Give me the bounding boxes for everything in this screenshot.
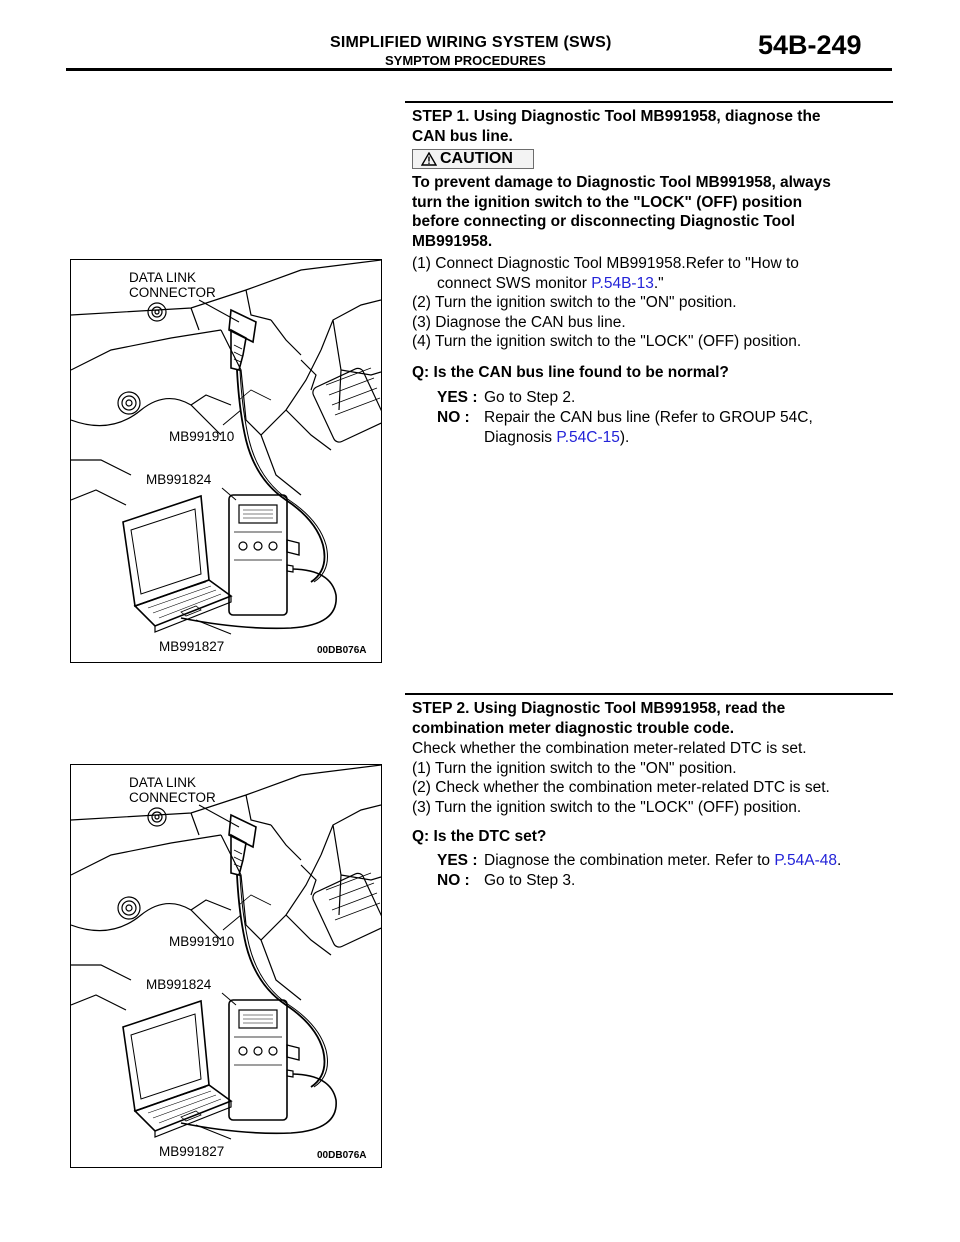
label-data-link-connector-line2: CONNECTOR bbox=[129, 285, 216, 300]
step1-item-2: (2) Turn the ignition switch to the "ON" position. bbox=[412, 294, 737, 311]
step2-yes-key: YES : bbox=[437, 852, 478, 869]
page-number: 54B-249 bbox=[758, 30, 862, 60]
caution-box bbox=[412, 149, 534, 169]
label-data-link-connector-line2: CONNECTOR bbox=[129, 790, 216, 805]
step2-question: Q: Is the DTC set? bbox=[412, 828, 547, 845]
step1-item-1: (1) Connect Diagnostic Tool MB991958.Refer to "How to bbox=[412, 255, 799, 272]
label-mb991910: MB991910 bbox=[169, 934, 235, 949]
figure-code: 00DB076A bbox=[317, 1150, 367, 1161]
caution-label: CAUTION bbox=[440, 150, 513, 167]
header-rule bbox=[66, 68, 892, 71]
figure-2-illustration bbox=[71, 765, 381, 1167]
link-p54c-15[interactable]: P.54C-15 bbox=[556, 429, 620, 446]
header-title: SIMPLIFIED WIRING SYSTEM (SWS) bbox=[330, 34, 612, 51]
warning-triangle-icon bbox=[421, 152, 437, 166]
step2-no-value: Go to Step 3. bbox=[484, 872, 576, 889]
link-p54b-13[interactable]: P.54B-13 bbox=[591, 274, 654, 292]
caution-text: To prevent damage to Diagnostic Tool MB991958, always turn the ignition switch to the "LOCK" (OFF) position before connecting or disconnecting Diagnostic Tool MB991958. bbox=[412, 174, 831, 250]
step2-title: STEP 2. Using Diagnostic Tool MB991958, read the combination meter diagnostic trouble code. bbox=[412, 700, 786, 737]
figure-2 bbox=[70, 764, 382, 1168]
step1-item-1-cont: connect SWS monitor P.54B-13." bbox=[437, 274, 664, 292]
step2-yes-value: Diagnose the combination meter. Refer to P.54A-48. bbox=[484, 852, 842, 869]
step1-item-4: (4) Turn the ignition switch to the "LOCK" (OFF) position. bbox=[412, 333, 802, 350]
label-mb991827: MB991827 bbox=[159, 1144, 225, 1159]
step1-answers bbox=[437, 388, 813, 448]
step1-no-key: NO : bbox=[437, 409, 470, 426]
figure-1-illustration bbox=[71, 260, 381, 662]
figure-code: 00DB076A bbox=[317, 645, 367, 656]
step1-yes-value: Go to Step 2. bbox=[484, 389, 576, 406]
step1-question: Q: Is the CAN bus line found to be normal? bbox=[412, 364, 729, 381]
step1-no-value: Repair the CAN bus line (Refer to GROUP 54C, Diagnosis P.54C-15). bbox=[484, 409, 813, 446]
figure-1 bbox=[70, 259, 382, 663]
label-data-link-connector-line1: DATA LINK bbox=[129, 775, 197, 790]
step2-no-key: NO : bbox=[437, 872, 470, 889]
step2-rule bbox=[405, 693, 893, 695]
step1-procedure bbox=[412, 254, 801, 352]
step2-item-2: (2) Check whether the combination meter-related DTC is set. bbox=[412, 779, 830, 796]
step2-procedure bbox=[412, 739, 830, 817]
label-mb991824: MB991824 bbox=[146, 977, 212, 992]
label-mb991910: MB991910 bbox=[169, 429, 235, 444]
step1-yes-key: YES : bbox=[437, 389, 478, 406]
step1-title: STEP 1. Using Diagnostic Tool MB991958, diagnose the CAN bus line. bbox=[412, 108, 821, 145]
step2-item-3: (3) Turn the ignition switch to the "LOCK" (OFF) position. bbox=[412, 798, 802, 816]
step2-intro: Check whether the combination meter-related DTC is set. bbox=[412, 740, 807, 757]
step2-answers bbox=[437, 851, 841, 891]
label-mb991827: MB991827 bbox=[159, 639, 225, 654]
step1-item-3: (3) Diagnose the CAN bus line. bbox=[412, 313, 626, 331]
label-data-link-connector-line1: DATA LINK bbox=[129, 270, 197, 285]
label-mb991824: MB991824 bbox=[146, 472, 212, 487]
step2-item-1: (1) Turn the ignition switch to the "ON" position. bbox=[412, 759, 737, 777]
link-p54a-48[interactable]: P.54A-48 bbox=[774, 852, 837, 869]
step1-rule bbox=[405, 101, 893, 103]
header-subtitle: SYMPTOM PROCEDURES bbox=[385, 53, 546, 68]
